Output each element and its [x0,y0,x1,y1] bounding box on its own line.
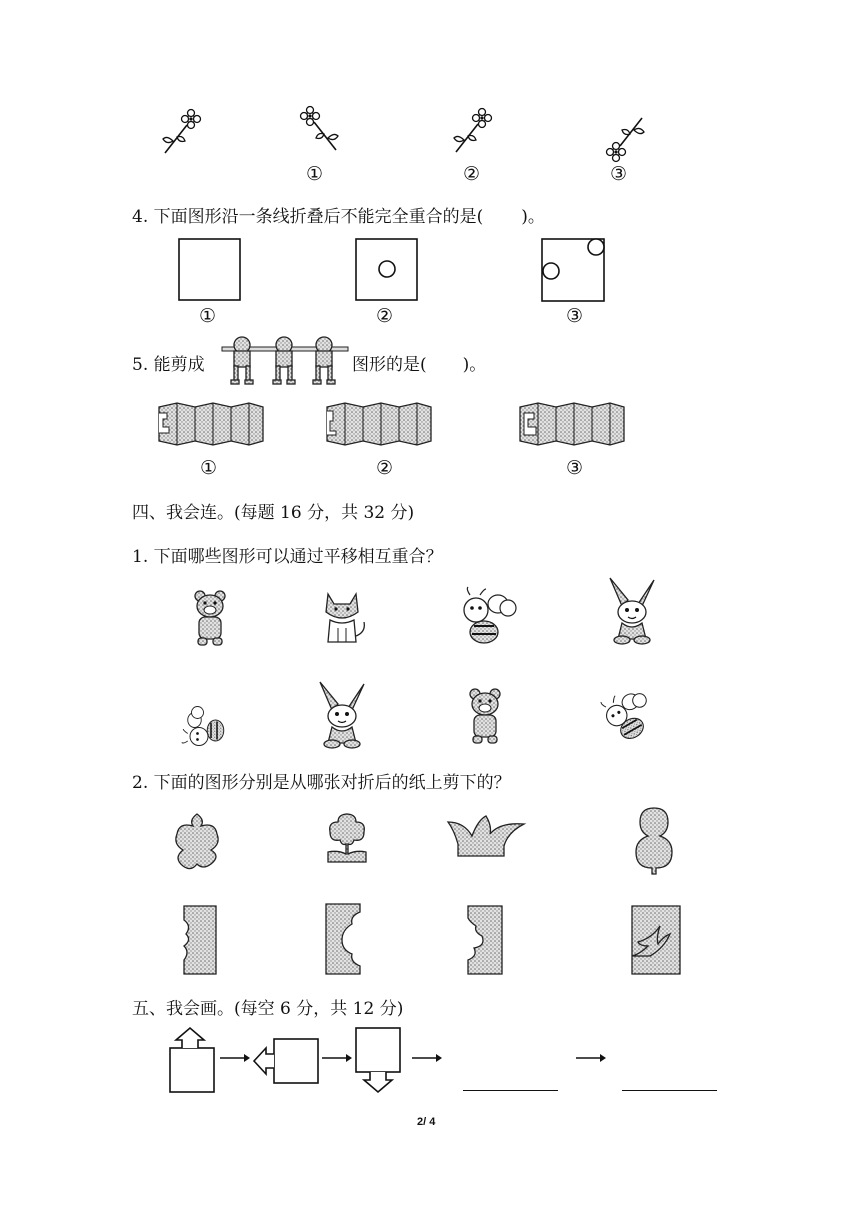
cutout-tree-shape-icon[interactable] [322,812,370,864]
folded-paper-b-icon[interactable] [324,902,364,976]
cutout-grass-shape-icon[interactable] [446,816,526,856]
q5-folded-paper-1-icon[interactable] [159,403,265,445]
bee-turned-icon[interactable] [604,690,664,742]
top-option-2-label: ② [463,163,481,185]
q5-prefix-line [132,354,205,376]
arrow-up-shape-icon [166,1026,218,1094]
q5-suffix: 图形的是( [352,355,427,375]
folded-paper-a-icon[interactable] [180,904,220,976]
bear-icon[interactable] [465,686,505,744]
folded-paper-c-icon[interactable] [466,904,506,976]
q5-paper-doll-chain-icon [222,336,348,388]
q5-folded-paper-2-icon[interactable] [327,403,433,445]
rabbit-icon[interactable] [318,680,368,752]
flower-option-2-icon[interactable] [456,112,500,156]
draw-answer-blank-2[interactable] [622,1089,717,1091]
q5-option-2-label: ② [376,457,394,479]
q4-line [132,206,545,228]
q5-number: 5. [132,355,149,375]
q5-option-3-label: ③ [566,457,584,479]
arrow-right-icon [410,1052,444,1064]
q5-prefix: 能剪成 [153,355,205,375]
q4-option-1-label: ① [199,305,217,327]
q4-square-center-circle-icon[interactable] [355,238,419,302]
q4-option-2-label: ② [376,305,394,327]
section4-title: 四、我会连。(每题 16 分，共 32 分) [132,503,415,523]
section4-q1-number: 1. [132,547,149,567]
bear-icon[interactable] [190,588,230,646]
cat-icon[interactable] [322,590,364,644]
section4-q2-number: 2. [132,773,149,793]
rabbit-icon[interactable] [608,576,658,648]
q5-suffix-line [352,354,486,376]
section4-q2-text: 下面的图形分别是从哪张对折后的纸上剪下的？ [153,773,511,793]
arrow-right-icon [574,1052,608,1064]
q4-tail: )。 [521,207,545,227]
q4-option-3-label: ③ [566,305,584,327]
section5-title: 五、我会画。(每空 6 分，共 12 分) [132,999,404,1019]
bee-icon[interactable] [458,590,520,646]
top-option-3-label: ③ [610,163,628,185]
arrow-right-icon [218,1052,252,1064]
flower-option-3-icon[interactable] [598,110,642,158]
q4-text: 下面图形沿一条线折叠后不能完全重合的是( [153,207,484,227]
bee-turned-icon[interactable] [184,696,238,736]
q5-tail: )。 [462,355,487,375]
flower-original-icon [165,113,209,157]
cutout-gourd-shape-icon[interactable] [634,806,676,876]
folded-paper-d-icon[interactable] [630,904,682,976]
q5-option-1-label: ① [200,457,218,479]
q4-square-corner-circles-icon[interactable] [541,237,607,303]
section4-q2-line [132,772,511,794]
top-option-1-label: ① [306,163,324,185]
flower-option-1-icon[interactable] [292,110,336,158]
page-number: 2/ 4 [417,1116,436,1128]
arrow-down-shape-icon [354,1026,402,1094]
arrow-left-shape-icon [252,1036,320,1086]
cutout-cloud-shape-icon[interactable] [172,812,222,874]
section4-q1-line [132,546,443,568]
arrow-right-icon [320,1052,354,1064]
q4-number: 4. [132,207,149,227]
draw-answer-blank-1[interactable] [463,1089,558,1091]
section4-q1-text: 下面哪些图形可以通过平移相互重合？ [153,547,443,567]
q4-square-plain-icon[interactable] [178,238,242,302]
q5-folded-paper-3-icon[interactable] [520,403,626,445]
